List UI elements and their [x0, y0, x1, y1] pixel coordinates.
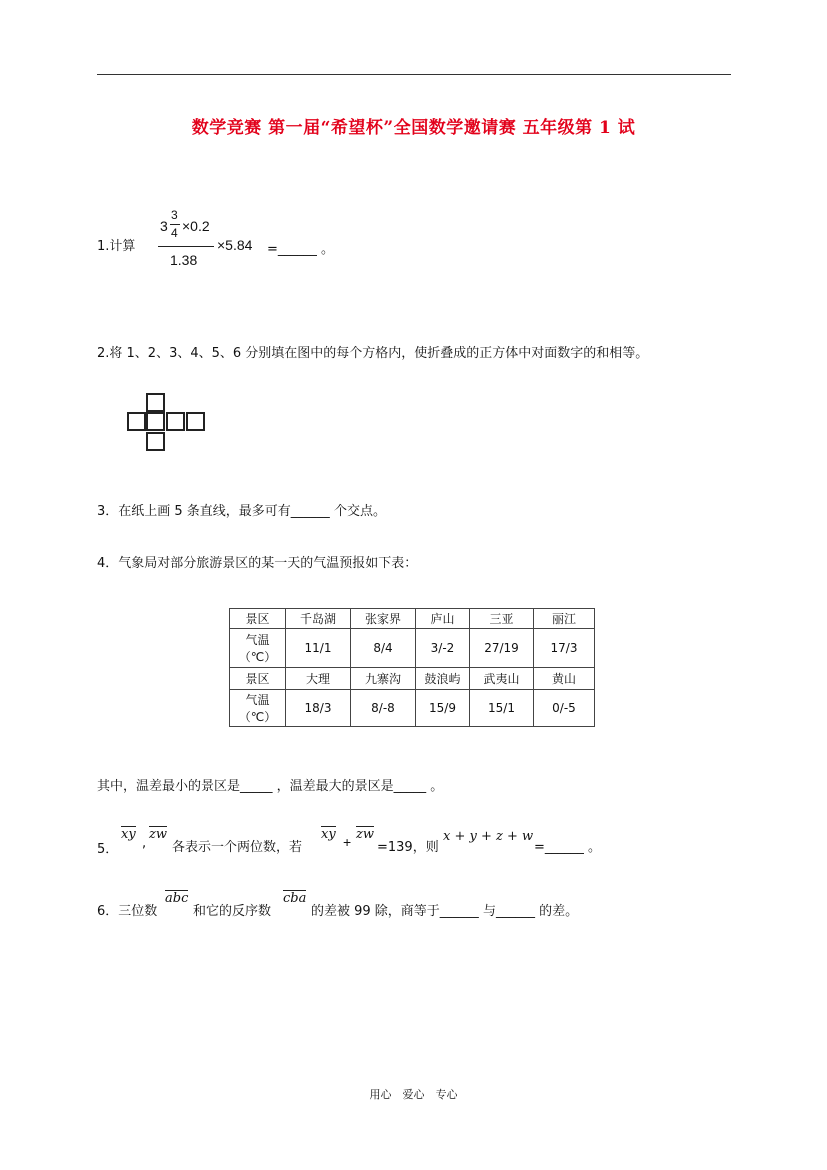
q5-num: 5． — [97, 842, 119, 857]
table-cell: 黄山 — [534, 668, 595, 690]
q5-zw: zw — [149, 827, 167, 842]
table-cell: 15/1 — [470, 690, 534, 727]
q6-tail: 的差被 99 除，商等于______ 与______ 的差。 — [311, 904, 579, 919]
net-cell — [146, 393, 165, 412]
q2-text: 2.将 1、2、3、4、5、6 分别填在图中的每个方格内，使折叠成的正方体中对面数字的和相等。 — [97, 346, 649, 361]
q6-abc: abc — [165, 891, 189, 906]
temperature-table — [229, 608, 595, 727]
table-row — [230, 668, 595, 690]
net-cell — [146, 432, 165, 451]
q4-text: 4．气象局对部分旅游景区的某一天的气温预报如下表： — [97, 556, 418, 571]
q6-cba: cba — [283, 891, 307, 906]
q5-zw-2: zw — [356, 827, 374, 842]
q1-prefix: 1.计算 — [97, 239, 136, 254]
row-label-unit: （℃） — [238, 650, 277, 664]
table-cell: 千岛湖 — [286, 609, 351, 629]
q5-comma: , — [142, 836, 147, 851]
q4-followup: 其中，温差最小的景区是_____ ，温差最大的景区是_____ 。 — [97, 779, 444, 794]
table-cell: 庐山 — [416, 609, 470, 629]
q1-times2: ×5.84 — [217, 237, 253, 253]
table-cell: 15/9 — [416, 690, 470, 727]
q1-times1: ×0.2 — [182, 218, 210, 234]
table-cell: 鼓浪屿 — [416, 668, 470, 690]
q1-frac-den: 4 — [171, 226, 178, 240]
q5-plus: + — [343, 834, 352, 850]
table-cell: 大理 — [286, 668, 351, 690]
q6-mid: 和它的反序数 — [193, 904, 272, 919]
table-cell: 0/-5 — [534, 690, 595, 727]
header-rule — [97, 74, 731, 75]
table-cell: 11/1 — [286, 629, 351, 668]
table-cell: 18/3 — [286, 690, 351, 727]
q5-eq: =139，则 — [377, 840, 439, 855]
table-cell: 丽江 — [534, 609, 595, 629]
table-cell: 27/19 — [470, 629, 534, 668]
q5-xy-2: xy — [321, 827, 336, 842]
page-footer: 用心 爱心 专心 — [369, 1088, 458, 1101]
table-cell — [230, 690, 286, 727]
q5-xy: xy — [121, 827, 136, 842]
q3-text: 3．在纸上画 5 条直线，最多可有______ 个交点。 — [97, 504, 386, 519]
q1-frac-num: 3 — [171, 208, 178, 222]
q1-inner-frac-line — [170, 224, 180, 225]
net-cell — [146, 412, 165, 431]
table-cell: 三亚 — [470, 609, 534, 629]
table-cell: 景区 — [230, 668, 286, 690]
table-cell: 8/-8 — [351, 690, 416, 727]
page-title: 数学竞赛 第一届“希望杯”全国数学邀请赛 五年级第 1 试 — [191, 118, 636, 138]
table-cell: 3/-2 — [416, 629, 470, 668]
q1-main-frac-line — [158, 246, 214, 247]
table-row — [230, 609, 595, 629]
q1-denominator: 1.38 — [170, 252, 198, 268]
cube-net-figure — [127, 393, 211, 455]
row-label-unit: （℃） — [238, 710, 277, 724]
q6-num: 6．三位数 — [97, 904, 158, 919]
table-cell: 武夷山 — [470, 668, 534, 690]
table-cell: 景区 — [230, 609, 286, 629]
table-cell: 张家界 — [351, 609, 416, 629]
net-cell — [127, 412, 146, 431]
net-cell — [186, 412, 205, 431]
net-cell — [166, 412, 185, 431]
table-row — [230, 629, 595, 668]
q5-expr: x + y + z + w — [443, 829, 534, 844]
table-cell — [230, 629, 286, 668]
q1-whole: 3 — [160, 218, 168, 234]
table-cell: 九寨沟 — [351, 668, 416, 690]
row-label-temp: 气温 — [245, 693, 270, 707]
q5-mid: 各表示一个两位数，若 — [172, 840, 303, 855]
table-cell: 17/3 — [534, 629, 595, 668]
table-cell: 8/4 — [351, 629, 416, 668]
q1-blank: =______ 。 — [267, 242, 335, 257]
row-label-temp: 气温 — [245, 633, 270, 647]
table-row — [230, 690, 595, 727]
q5-blank: =______ 。 — [534, 840, 602, 855]
